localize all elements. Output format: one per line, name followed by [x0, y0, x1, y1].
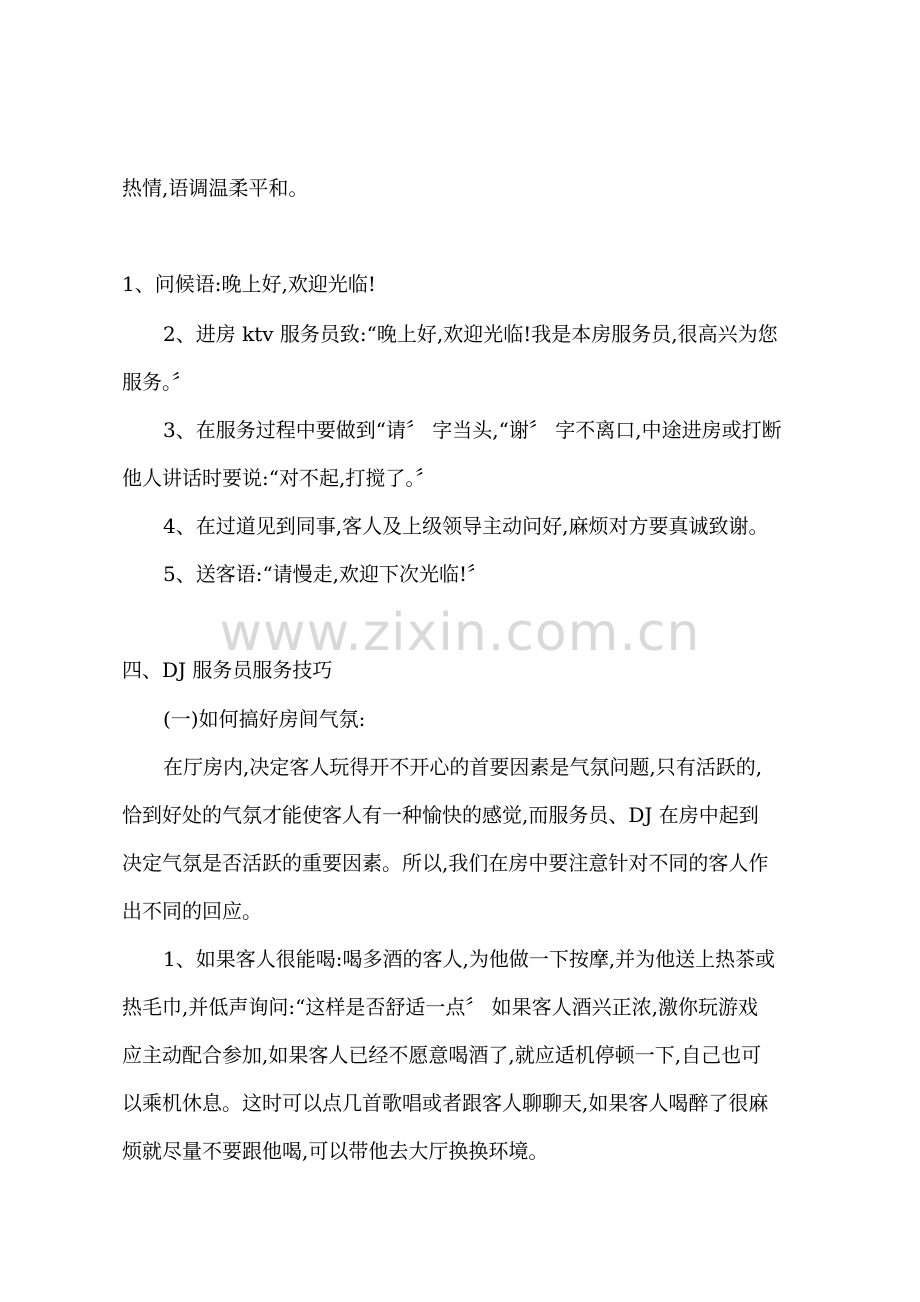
list-item: 4、在过道见到同事,客人及上级领导主动问好,麻烦对方要真诚致谢。 [163, 514, 769, 538]
subsection-heading: (一)如何搞好房间气氛: [163, 707, 366, 731]
paragraph-line: 以乘机休息。这时可以点几首歌唱或者跟客人聊聊天,如果客人喝醉了很麻 [122, 1091, 769, 1115]
list-item: 5、送客语:“请慢走,欢迎下次光临!〞 [163, 562, 488, 586]
list-item: 3、在服务过程中要做到“请〞 字当头,“谢〞 字不离口,中途进房或打断 [163, 418, 782, 442]
paragraph-line: 恰到好处的气氛才能使客人有一种愉快的感觉,而服务员、DJ 在房中起到 [122, 803, 759, 827]
watermark: www.zixin.com.cn [219, 603, 701, 663]
paragraph-line: 在厅房内,决定客人玩得开不开心的首要因素是气氛问题,只有活跃的, [163, 755, 763, 779]
list-item: 1、问候语:晚上好,欢迎光临! [122, 272, 376, 296]
paragraph-line: 应主动配合参加,如果客人已经不愿意喝酒了,就应适机停顿一下,自己也可 [122, 1043, 762, 1067]
list-item: 2、进房 ktv 服务员致:“晚上好,欢迎光临!我是本房服务员,很高兴为您 [163, 322, 778, 346]
paragraph-line: 烦就尽量不要跟他喝,可以带他去大厅换换环境。 [122, 1139, 549, 1163]
paragraph-line: 1、如果客人很能喝:喝多酒的客人,为他做一下按摩,并为他送上热茶或 [163, 947, 776, 971]
section-heading: 四、DJ 服务员服务技巧 [122, 658, 333, 682]
paragraph-line: 出不同的回应。 [122, 899, 262, 923]
text-line: 热情,语调温柔平和。 [122, 176, 309, 200]
text-line: 服务。〞 [122, 370, 192, 394]
paragraph-line: 决定气氛是否活跃的重要因素。所以,我们在房中要注意针对不同的客人作 [122, 851, 769, 875]
paragraph-line: 热毛巾,并低声询问:“这样是否舒适一点〞 如果客人酒兴正浓,激你玩游戏 [122, 995, 759, 1019]
text-line: 他人讲话时要说:“对不起,打搅了。〞 [122, 466, 436, 490]
